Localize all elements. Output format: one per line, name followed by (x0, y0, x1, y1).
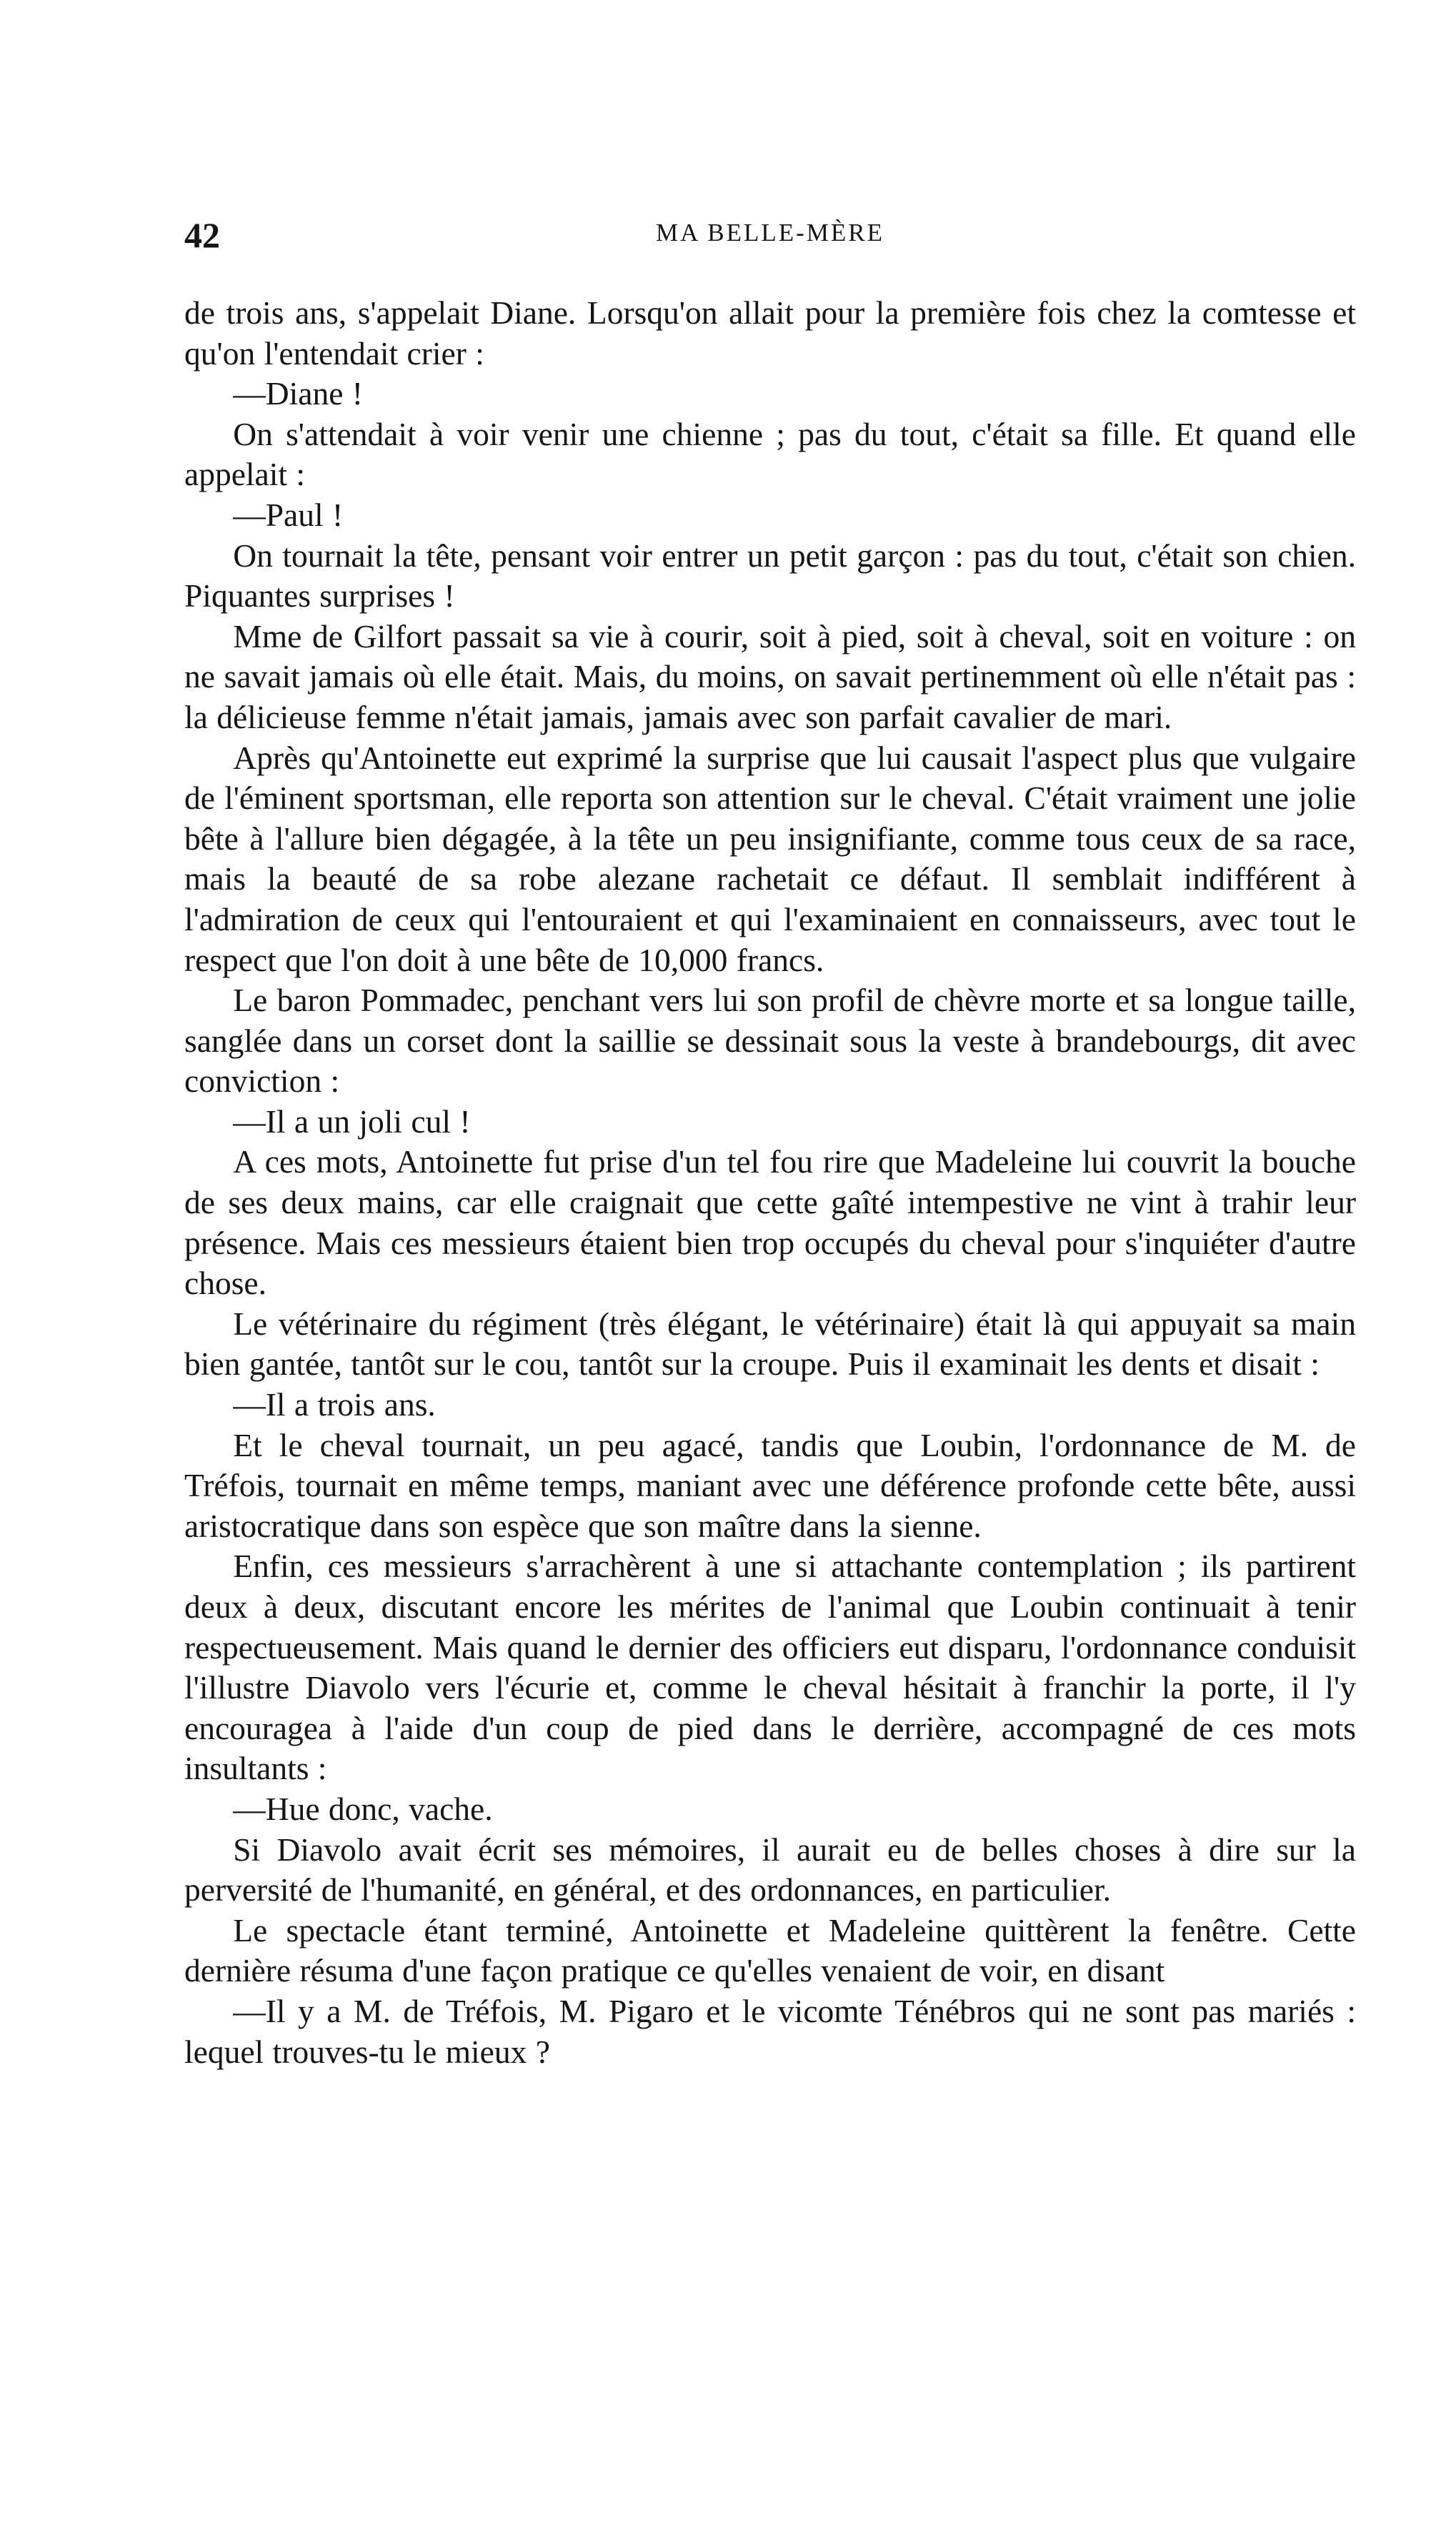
paragraph: Mme de Gilfort passait sa vie à courir, soit à pied, soit à cheval, soit en voiture : on ne savait jamais où elle était. Mais, du moins, on savait pertinemment où elle n'était pas : la délicieuse femme n'était jamais, jamais avec son parfait cavalier de mari. (184, 617, 1356, 735)
paragraph: Le spectacle étant terminé, Antoinette et Madeleine quittèrent la fenêtre. Cette dernière résuma d'une façon pratique ce qu'elles venaient de voir, en disant (184, 1911, 1356, 1989)
dialogue-line: —Paul ! (233, 496, 344, 533)
paragraph: On s'attendait à voir venir une chienne ; pas du tout, c'était sa fille. Et quand elle appelait : (184, 415, 1356, 493)
page-number: 42 (184, 215, 220, 255)
paragraph: Le baron Pommadec, penchant vers lui son profil de chèvre morte et sa longue taille, sanglée dans un corset dont la saillie se dessinait sous la veste à brandebourgs, dit avec conviction : (184, 982, 1356, 1100)
paragraph: Après qu'Antoinette eut exprimé la surprise que lui causait l'aspect plus que vulgaire de l'éminent sportsman, elle reporta son attention sur le cheval. C'était vraiment une jolie bête à l'allure bien dégagée, à la tête un peu insignifiante, comme tous ceux de sa race, mais la beauté de sa robe alezane rachetait ce défaut. Il semblait indifférent à l'admiration de ceux qui l'entouraient et qui l'examinaient en connaisseurs, avec tout le respect que l'on doit à une bête de 10,000 francs. (184, 739, 1356, 978)
dialogue-line: —Il a un joli cul ! (233, 1103, 471, 1140)
dialogue-line: —Diane ! (233, 375, 363, 412)
paragraph: Si Diavolo avait écrit ses mémoires, il aurait eu de belles choses à dire sur la perversité de l'humanité, en général, et des ordonnances, en particulier. (184, 1831, 1356, 1909)
paragraph: de trois ans, s'appelait Diane. Lorsqu'on allait pour la première fois chez la comtesse et qu'on l'entendait crier : (184, 294, 1356, 372)
paragraph: On tournait la tête, pensant voir entrer un petit garçon : pas du tout, c'était son chien. Piquantes surprises ! (184, 537, 1356, 614)
dialogue-line: —Il y a M. de Tréfois, M. Pigaro et le vicomte Ténébros qui ne sont pas mariés : lequel trouves-tu le mieux ? (184, 1992, 1356, 2070)
book-page (184, 214, 1356, 2072)
paragraph: Et le cheval tournait, un peu agacé, tandis que Loubin, l'ordonnance de M. de Tréfois, tournait en même temps, maniant avec une déférence profonde cette bête, aussi aristocratique dans son espèce que son maître dans la sienne. (184, 1426, 1356, 1544)
body-text (184, 293, 1356, 2072)
dialogue-line: —Il a trois ans. (233, 1386, 436, 1423)
paragraph: Enfin, ces messieurs s'arrachèrent à une si attachante contemplation ; ils partirent deux à deux, discutant encore les mérites de l'animal que Loubin continuait à tenir respectueusement. Mais quand le dernier des officiers eut disparu, l'ordonnance conduisit l'illustre Diavolo vers l'écurie et, comme le cheval hésitait à franchir la porte, il l'y encouragea à l'aide d'un coup de pied dans le derrière, accompagné de ces mots insultants : (184, 1548, 1356, 1787)
paragraph: A ces mots, Antoinette fut prise d'un tel fou rire que Madeleine lui couvrit la bouche de ses deux mains, car elle craignait que cette gaîté intempestive ne vint à trahir leur présence. Mais ces messieurs étaient bien trop occupés du cheval pour s'inquiéter d'autre chose. (184, 1143, 1356, 1302)
running-head (184, 214, 1356, 264)
running-title: MA BELLE-MÈRE (656, 219, 884, 247)
paragraph: Le vétérinaire du régiment (très élégant, le vétérinaire) était là qui appuyait sa main bien gantée, tantôt sur le cou, tantôt sur la croupe. Puis il examinait les dents et disait : (184, 1305, 1356, 1383)
dialogue-line: —Hue donc, vache. (233, 1790, 493, 1827)
